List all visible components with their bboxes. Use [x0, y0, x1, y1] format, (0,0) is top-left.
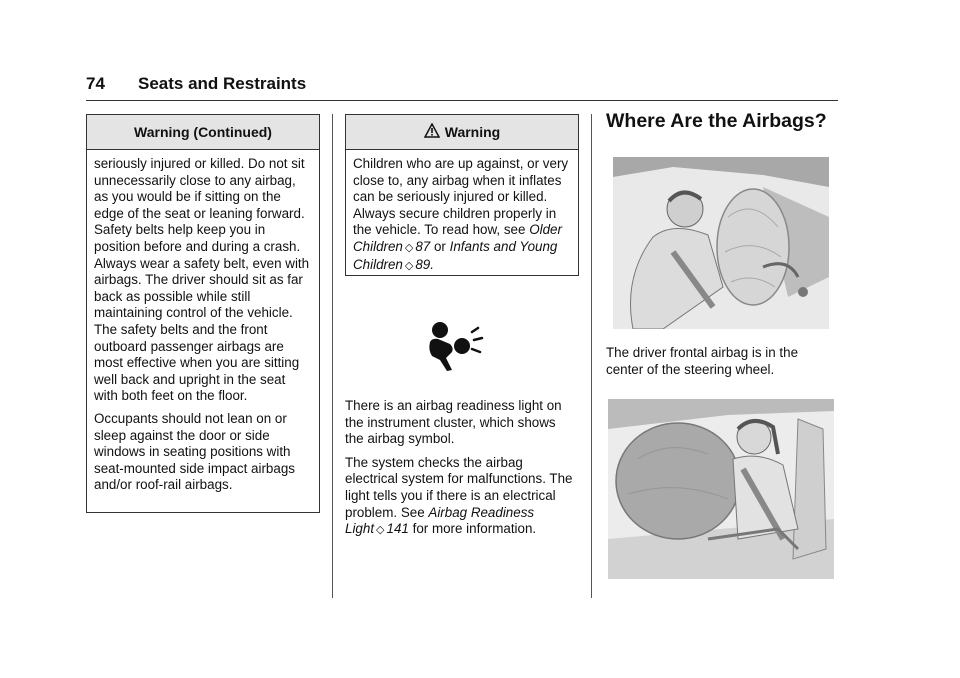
- warning-text: Children who are up against, or very close to, any airbag when it inflates can be seriously injured or killed. Always secure children properly in the vehicle. To read how, see: [353, 156, 569, 238]
- airbag-symbol-icon: [428, 320, 490, 372]
- page-ref-icon: ◇: [404, 241, 414, 254]
- page-number: 74: [86, 74, 105, 93]
- column-divider-1: [332, 114, 333, 598]
- warning-or: or: [433, 238, 446, 254]
- warning-continued-box: [86, 114, 320, 513]
- ref-infants-young-children[interactable]: Infants and Young Children ◇ 89.: [353, 238, 558, 272]
- caption-driver-airbag: The driver frontal airbag is in the center of the steering wheel.: [606, 345, 799, 377]
- warning-body: [346, 150, 578, 280]
- warning-triangle-icon: [424, 123, 440, 141]
- passenger-airbag-illustration: [608, 399, 834, 579]
- page-ref-icon: ◇: [404, 259, 414, 272]
- page-ref-icon: ◇: [376, 524, 385, 537]
- warning-continued-title: Warning (Continued): [87, 115, 319, 150]
- warning-paragraph: Occupants should not lean on or sleep against the door or side windows in seating positions with seat-mounted side impact airbags and/or roof-rail airbags.: [94, 410, 295, 493]
- section-heading: Where Are the Airbags?: [606, 110, 827, 132]
- driver-airbag-illustration: [613, 157, 829, 329]
- warning-box: [345, 114, 579, 276]
- system-check-paragraph: The system checks the airbag electrical system for malfunctions. The light tells you if there is an electrical problem. See Airbag Readiness Light ◇ 141 for more information.: [345, 454, 573, 537]
- page-header: [86, 70, 838, 101]
- ref-older-children[interactable]: Older Children ◇ 87: [353, 222, 562, 254]
- warning-paragraph: seriously injured or killed. Do not sit unnecessarily close to any airbag, as you would be if sitting on the edge of the seat or leaning forward. Safety belts help keep you in position before and during a crash. Always wear a safety belt, even with airbags. The driver should sit as far back as possible while still maintaining control of the vehicle. The safety belts and the front outboard passenger airbags are most effective when you are sitting well back and upright in the seat with both feet on the floor.: [94, 156, 310, 404]
- col2-text: [345, 398, 577, 546]
- ref-airbag-readiness-light[interactable]: Airbag Readiness Light ◇ 141: [345, 504, 535, 537]
- warning-title: Warning: [444, 124, 501, 140]
- column-divider-2: [591, 114, 592, 598]
- warning-header: [346, 115, 578, 150]
- readiness-light-paragraph: There is an airbag readiness light on the instrument cluster, which shows the airbag symbol.: [345, 398, 562, 447]
- section-title: Seats and Restraints: [138, 74, 307, 93]
- warning-continued-body: [87, 150, 319, 506]
